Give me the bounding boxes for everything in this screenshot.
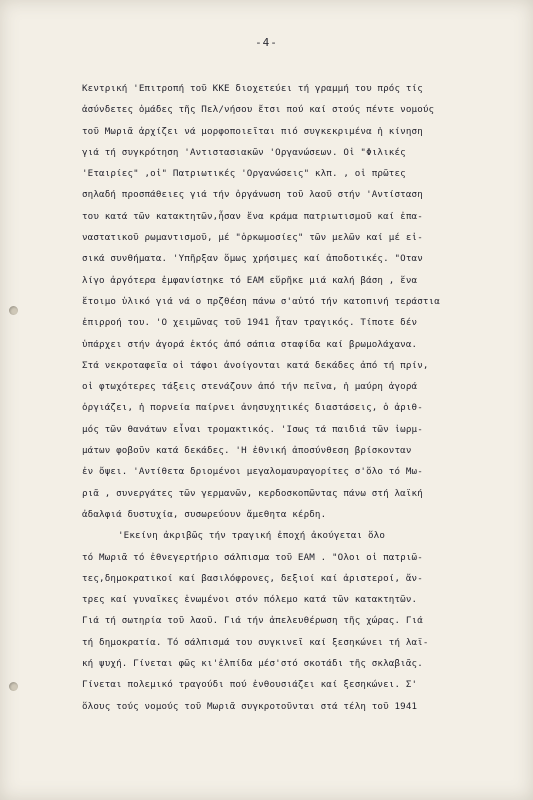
page-number: -4- — [255, 36, 278, 49]
text-line: ὅλους τούς νομούς τοῦ Μωριᾶ συγκροτοῦνται στά τέλη τοῦ 1941 — [82, 700, 418, 712]
text-line: οἱ φτωχότερες τάξεις στενάζουν ἀπό τήν πεῖνα, ἡ μαύρη ἀγορά — [82, 381, 418, 393]
text-line: ναστατικοῦ ρωμαντισμοῦ, μέ "ὁρκωμοσίες" τῶν μελῶν καί μέ εἰ- — [82, 232, 423, 244]
text-line: τό Μωριᾶ τό ἐθνεγερτήριο σάλπισμα τοῦ ΕΑΜ . "Ολοι οἱ πατριῶ- — [82, 551, 423, 563]
text-line: γιά τή συγκρότηση 'Αντιστασιακῶν 'Οργανώσεων. Οἱ "Φιλικές — [82, 146, 406, 158]
text-line: του κατά τῶν κατακτητῶν,ἦσαν ἕνα κράμα πατριωτισμοῦ καί ἐπα- — [82, 210, 423, 222]
text-line: τες,δημοκρατικοί καί βασιλόφρονες, δεξιοί καί ἀριστεροί, ἄν- — [82, 572, 423, 584]
text-line: μός τῶν θανάτων εἶναι τρομακτικός. 'Ισως τά παιδιά τῶν ἰωρμ- — [82, 423, 423, 435]
typewritten-text — [82, 78, 522, 717]
punch-hole — [9, 306, 18, 315]
text-line: τοῦ Μωριᾶ ἀρχίζει νά μορφοποιεῖται πιό συγκεκριμένα ἡ κίνηση — [82, 125, 423, 137]
text-line: 'Εταιρίες" ,οἱ" Πατριωτικές 'Οργανώσεις" κλπ. , οἱ πρῶτες — [82, 168, 406, 180]
text-line: τρες καί γυναῖκες ἑνωμένοι στόν πόλεμο κατά τῶν κατακτητῶν. — [82, 594, 418, 606]
text-line: Κεντρική 'Επιτροπή τοῦ ΚΚΕ διοχετεύει τή γραμμή του πρός τίς — [82, 83, 423, 94]
text-line: Γίνεται πολεμικό τραγούδι πού ἐνθουσιάζει καί ξεσηκώνει. Σ' — [82, 679, 418, 691]
text-line: ριᾶ , συνεργάτες τῶν γερμανῶν, κερδοσκοπῶντας πάνω στή λαϊκή — [82, 487, 423, 499]
text-line: ἀδαλφιά δυστυχία, συσωρεύουν ἄμεθητα κέρδη. — [82, 508, 327, 520]
text-line: ἀσύνδετες ὁμάδες τῆς Πελ/νήσου ἔτσι πού καί στούς πέντε νομούς — [82, 104, 435, 116]
text-line: ἕτοιμο ὑλικό γιά νά ο πρζθέση πάνω σ'αὐτό τήν κατοπινή τεράστια — [82, 295, 440, 307]
text-line: ἐν ὄψει. 'Αντίθετα δριομένοι μεγαλομαυραγορίτες σ'ὅλο τό Μω- — [82, 466, 423, 478]
punch-hole — [9, 682, 18, 691]
text-line: ὑπάρχει στήν ἀγορά ἐκτός ἀπό σάπια σταφίδα καί βρωμολάχανα. — [82, 338, 418, 350]
text-line: Γιά τή σωτηρία τοῦ λαοῦ. Γιά τήν ἀπελευθέρωση τῆς χώρας. Γιά — [82, 615, 423, 627]
text-line: τή δημοκρατία. Τό σάλπισμά του συγκινεῖ καί ξεσηκώνει τή λαϊ- — [82, 636, 429, 648]
text-line: λίγο ἀργότερα ἐμφανίστηκε τό ΕΑΜ εὕρῆκε μιά καλή βάση , ἕνα — [82, 274, 418, 286]
text-line: σικά συνθήματα. 'Υπῆρξαν ὅμως χρήσιμες καί ἀποδοτικές. "Οταν — [82, 253, 423, 265]
text-line: Στά νεκροταφεῖα οἱ τάφοι ἀνοίγονται κατά δεκάδες ἀπό τή πρίν, — [82, 359, 429, 371]
paragraph-start-line: 'Εκείνη ἀκριβῶς τήν τραγική ἐποχή ἀκούγεται ὅλο — [118, 530, 386, 542]
text-line: κή ψυχή. Γίνεται φῶς κι'ἐλπίδα μέσ'στό σκοτάδι τῆς σκλαβιᾶς. — [82, 658, 423, 670]
text-line: ἐπιρροή του. 'Ο χειμῶνας τοῦ 1941 ἦταν τραγικός. Τίποτε δέν — [82, 317, 418, 329]
text-line: μάτων φοβοῦν κατά δεκάδες. 'Η ἐθνική ἀποσύνθεση βρίσκονταν — [82, 445, 412, 457]
text-line: ὀργιάζει, ἡ πορνεία παίρνει ἀνησυχητικές διαστάσεις, ὁ ἀριθ- — [82, 402, 423, 414]
text-line: σηλαδή προσπάθειες γιά τήν ὀργάνωση τοῦ λαοῦ στήν 'Αντίσταση — [82, 189, 423, 201]
